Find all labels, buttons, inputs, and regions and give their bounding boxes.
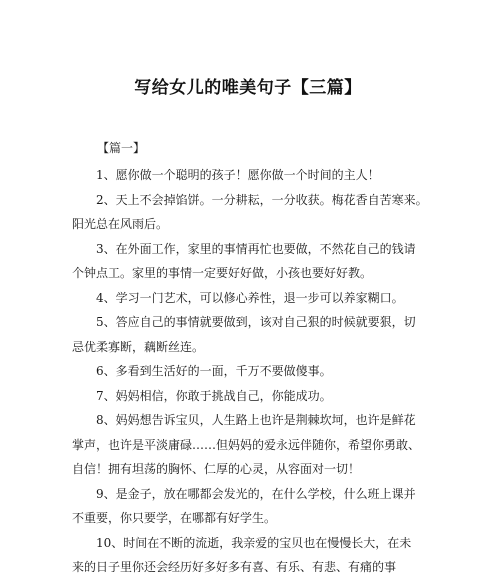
body-line: 1、愿你做一个聪明的孩子！愿你做一个时间的主人！ bbox=[96, 168, 380, 182]
document-body bbox=[72, 163, 428, 580]
body-line: 3、在外面工作，家里的事情再忙也要做，不然花自己的钱请 bbox=[96, 241, 416, 256]
section-label: 【篇一】 bbox=[97, 141, 146, 155]
body-line: 来的日子里你还会经历好多好多有喜、有乐、有悲、有痛的事 bbox=[72, 560, 397, 574]
body-line: 5、答应自己的事情就要做到，该对自己狠的时候就要狠，切 bbox=[96, 315, 416, 329]
body-line: 忌优柔寡断，藕断丝连。 bbox=[72, 339, 205, 354]
body-line: 阳光总在风雨后。 bbox=[72, 217, 169, 231]
body-line: 7、妈妈相信，你敢于挑战自己，你能成功。 bbox=[96, 388, 332, 403]
body-line: 个钟点工。家里的事情一定要好好做，小孩也要好好教。 bbox=[72, 266, 373, 280]
body-line: 10、时间在不断的流逝，我亲爱的宝贝也在慢慢长大，在未 bbox=[96, 535, 412, 550]
body-line: 9、是金子，放在哪都会发光的，在什么学校，什么班上课并 bbox=[96, 486, 416, 501]
body-line: 6、多看到生活好的一面，千万不要做傻事。 bbox=[96, 364, 332, 378]
body-line: 2、天上不会掉馅饼。一分耕耘，一分收获。梅花香自苦寒来。 bbox=[96, 192, 428, 207]
document-title: 写给女儿的唯美句子【三篇】 bbox=[134, 78, 362, 98]
body-line: 不重要，你只要学，在哪都有好学生。 bbox=[72, 511, 277, 525]
body-line: 4、学习一门艺术，可以修心养性，退一步可以养家糊口。 bbox=[96, 290, 404, 305]
body-line: 8、妈妈想告诉宝贝，人生路上也许是荆棘坎坷，也许是鲜花 bbox=[96, 413, 416, 427]
body-line: 掌声，也许是平淡庸碌……但妈妈的爱永远伴随你，希望你勇敢、 bbox=[72, 437, 421, 452]
body-line: 自信！拥有坦荡的胸怀、仁厚的心灵，从容面对一切！ bbox=[72, 462, 361, 476]
